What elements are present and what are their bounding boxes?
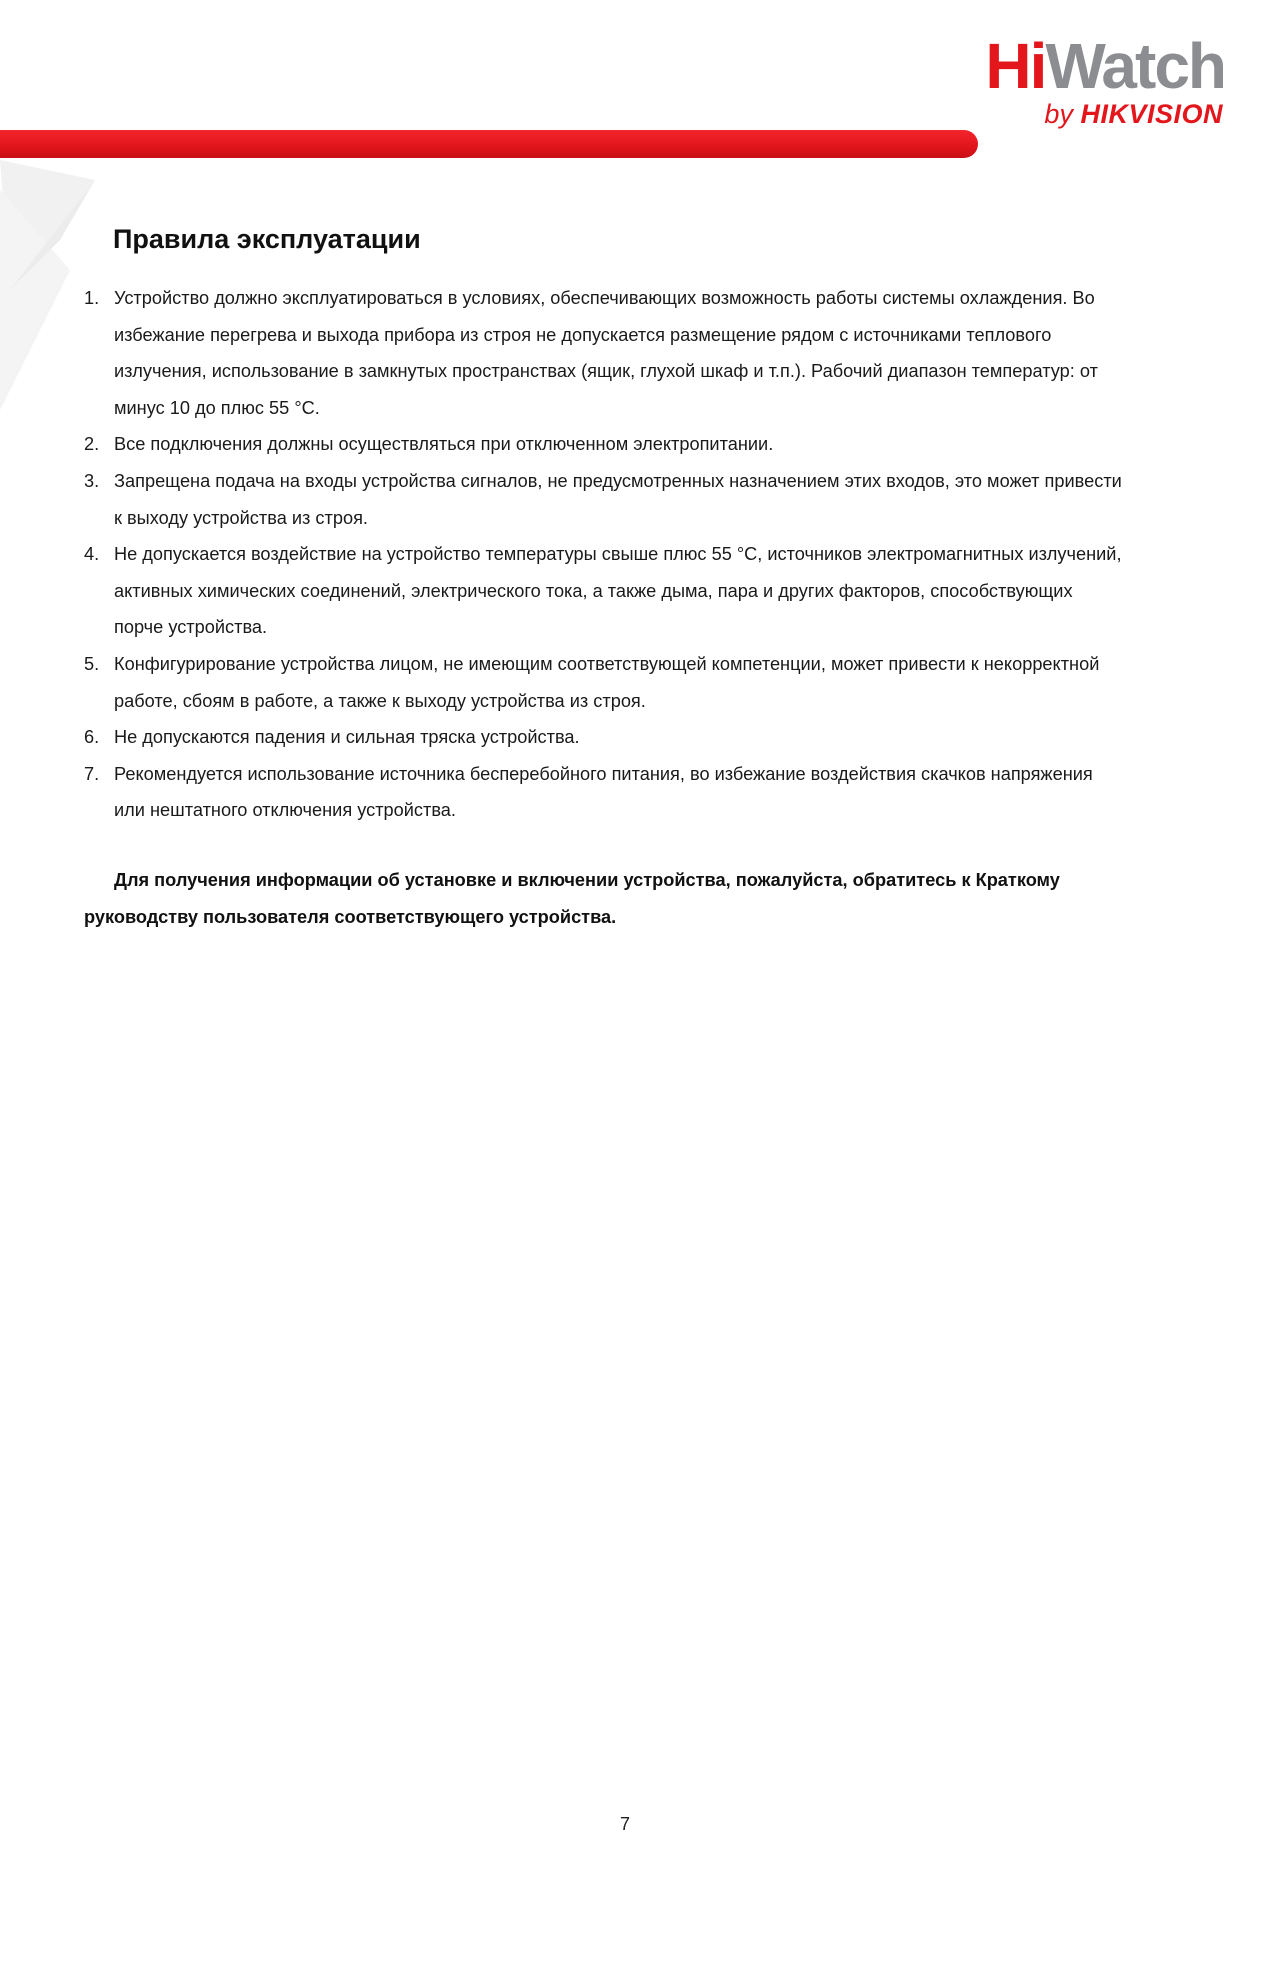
page-title: Правила эксплуатации: [113, 224, 421, 254]
rule-item: [84, 426, 1124, 463]
rules-list: [84, 280, 1124, 829]
rule-item: [84, 719, 1124, 756]
logo-wordmark: [985, 30, 1225, 102]
rule-text: Запрещена подача на входы устройства сигналов, не предусмотренных назначением этих входов, это может привести к выходу устройства из строя.: [114, 470, 1122, 528]
header-red-bar: [0, 130, 978, 158]
rule-text: Не допускается воздействие на устройство температуры свыше плюс 55 °C, источников электромагнитных излучений, активных химических соединений, электрического тока, а также дыма, пара и других факторов, способствующих порче устройства.: [114, 544, 1122, 638]
rule-number: 2.: [84, 434, 100, 455]
logo-brand: HIKVISION: [1080, 99, 1223, 129]
rule-number: 3.: [84, 470, 100, 491]
rule-number: 7.: [84, 763, 100, 784]
rule-text: Устройство должно эксплуатироваться в условиях, обеспечивающих возможность работы системы охлаждения. Во избежание перегрева и выхода прибора из строя не допускается размещение рядом с источниками теплового излучения, использование в замкнутых пространствах (ящик, глухой шкаф и т.п.). Рабочий диапазон температур: от минус 10 до плюс 55 °C.: [114, 288, 1098, 418]
logo-by: by: [1044, 99, 1073, 129]
quick-guide-note: Для получения информации об установке и включении устройства, пожалуйста, обратитесь к Краткому руководству пользователя соответствующего устройства.: [84, 870, 1060, 927]
rule-text: Все подключения должны осуществляться при отключенном электропитании.: [114, 434, 774, 455]
rule-item: [84, 756, 1124, 829]
logo-hi: Hi: [985, 30, 1046, 102]
rule-item: [84, 463, 1124, 536]
rule-item: [84, 280, 1124, 426]
rule-text: Конфигурирование устройства лицом, не имеющим соответствующей компетенции, может привести к некорректной работе, сбоям в работе, а также к выходу устройства из строя.: [114, 653, 1100, 711]
logo-watch: Watch: [1045, 30, 1225, 102]
rule-number: 5.: [84, 653, 100, 674]
rule-number: 4.: [84, 544, 100, 565]
page-number: 7: [619, 1814, 630, 1834]
rule-number: 6.: [84, 727, 100, 748]
hiwatch-logo: [975, 30, 1225, 140]
rule-item: [84, 646, 1124, 719]
rule-number: 1.: [84, 288, 100, 308]
logo-subline: [1044, 98, 1223, 130]
rule-text: Рекомендуется использование источника бесперебойного питания, во избежание воздействия скачков напряжения или нештатного отключения устройства.: [114, 763, 1093, 821]
rule-text: Не допускаются падения и сильная тряска устройства.: [114, 727, 580, 748]
rule-item: [84, 536, 1124, 646]
